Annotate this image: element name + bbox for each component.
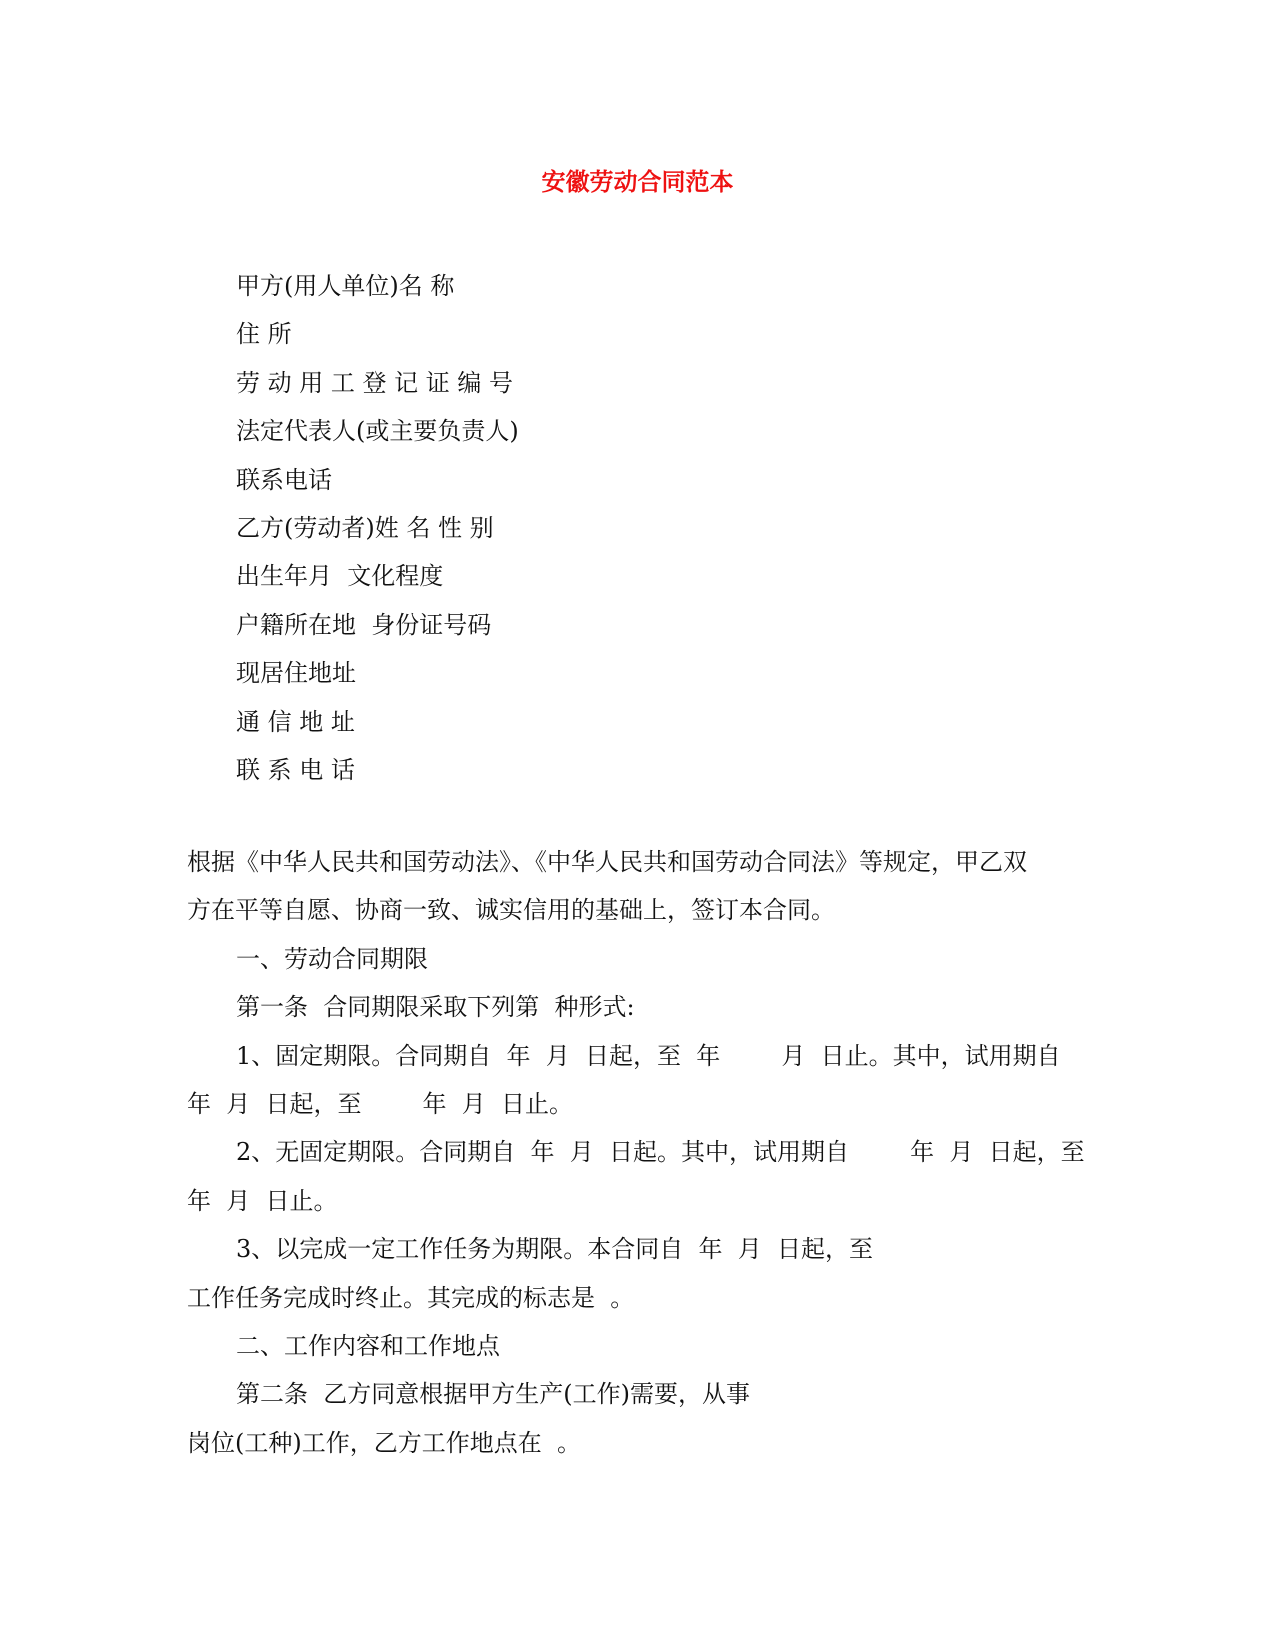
- article-1: 第一条 合同期限采取下列第 种形式:: [236, 993, 635, 1022]
- article-1-option-3: 3、以完成一定工作任务为期限。本合同自 年 月 日起，至: [236, 1235, 874, 1264]
- section-heading-term: 一、劳动合同期限: [236, 944, 428, 973]
- field-address: 住 所: [236, 320, 292, 349]
- field-employee-name-gender: 乙方(劳动者)姓 名 性 别: [236, 514, 494, 543]
- section-heading-work: 二、工作内容和工作地点: [236, 1332, 500, 1361]
- document-title: 安徽劳动合同范本: [541, 167, 734, 196]
- field-employer-name: 甲方(用人单位)名 称: [236, 272, 455, 300]
- article-1-option-2: 2、无固定期限。合同期自 年 月 日起。其中，试用期自 年 月 日起，至: [236, 1138, 1085, 1167]
- article-2: 第二条 乙方同意根据甲方生产(工作)需要，从事: [236, 1380, 750, 1409]
- article-1-option-3-cont: 工作任务完成时终止。其完成的标志是 。: [187, 1283, 635, 1312]
- article-1-option-1: 1、固定期限。合同期自 年 月 日起，至 年 月 日止。其中，试用期自: [236, 1041, 1061, 1070]
- article-1-option-2-cont: 年 月 日止。: [187, 1186, 338, 1215]
- article-1-option-1-cont: 年 月 日起，至 年 月 日止。: [187, 1090, 574, 1119]
- field-birth-education: 出生年月 文化程度: [236, 562, 444, 591]
- field-mailing-address: 通 信 地 址: [236, 707, 355, 736]
- field-legal-representative: 法定代表人(或主要负责人): [236, 417, 519, 446]
- article-2-cont: 岗位(工种)工作，乙方工作地点在 。: [187, 1428, 581, 1457]
- field-household-id: 户籍所在地 身份证号码: [236, 610, 492, 639]
- field-employee-phone: 联 系 电 话: [236, 756, 355, 785]
- field-current-address: 现居住地址: [236, 659, 356, 688]
- field-registration-number: 劳 动 用 工 登 记 证 编 号: [236, 368, 514, 397]
- paragraph-preamble-line-1: 根据《中华人民共和国劳动法》、《中华人民共和国劳动合同法》等规定，甲乙双: [187, 848, 1027, 876]
- field-employer-phone: 联系电话: [236, 465, 332, 494]
- party-info-fields: [236, 262, 519, 794]
- paragraph-preamble-line-2: 方在平等自愿、协商一致、诚实信用的基础上，签订本合同。: [187, 896, 835, 925]
- contract-body: [187, 838, 1085, 1467]
